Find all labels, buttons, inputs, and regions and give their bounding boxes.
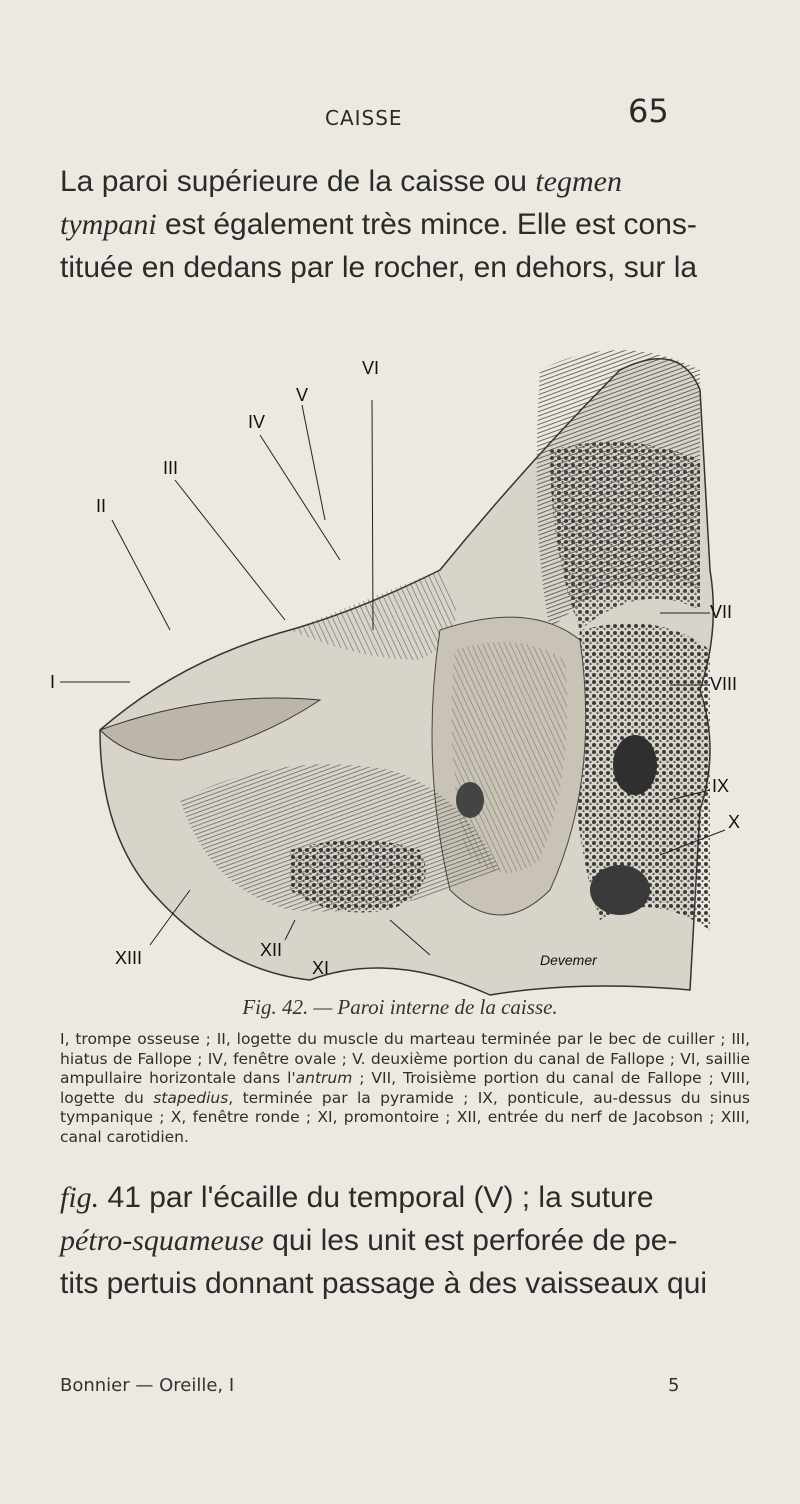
figure-label-I: I xyxy=(50,672,56,692)
figure-label-II: II xyxy=(96,496,107,516)
paragraph-line: tits pertuis donnant passage à des vaisseaux qui xyxy=(60,1267,708,1300)
paragraph-line: tituée en dedans par le rocher, en dehors, sur la xyxy=(60,251,698,284)
figure-caption xyxy=(0,995,800,1020)
caption-dash: — xyxy=(308,995,338,1019)
paragraph-line: tympani est également très mince. Elle est cons- xyxy=(60,208,697,241)
paragraph-line: La paroi supérieure de la caisse ou tegmen xyxy=(60,165,622,198)
figure-label-IV: IV xyxy=(248,412,266,432)
figure-label-VI: VI xyxy=(362,358,380,378)
engraver-signature: Devemer xyxy=(540,952,597,968)
leader-line xyxy=(260,435,340,560)
paragraph-line: pétro-squameuse qui les unit est perforée de pe- xyxy=(60,1224,678,1257)
footer-author: Bonnier — Oreille, I xyxy=(60,1375,235,1396)
figure-label-VII: VII xyxy=(710,602,733,622)
paragraph-top xyxy=(60,160,750,289)
figure-label-III: III xyxy=(163,458,179,478)
running-head xyxy=(0,92,800,132)
running-title: CAISSE xyxy=(325,106,403,130)
leader-line xyxy=(175,480,285,620)
figure-shape xyxy=(590,865,650,915)
figure-label-IX: IX xyxy=(712,776,730,796)
legend-italic-antrum: antrum xyxy=(295,1069,353,1087)
paragraph-line: fig. 41 par l'écaille du temporal (V) ; la suture xyxy=(60,1181,654,1214)
page-number: 65 xyxy=(628,92,669,130)
figure-label-XII: XII xyxy=(260,940,283,960)
figure-label-VIII: VIII xyxy=(710,674,738,694)
figure-label-XI: XI xyxy=(312,958,330,978)
figure-label-X: X xyxy=(728,812,741,832)
figure-label-XIII: XIII xyxy=(115,948,143,968)
caption-title: Paroi interne de la caisse. xyxy=(337,995,558,1019)
leader-line xyxy=(302,405,325,520)
caption-fig-number: Fig. 42. xyxy=(242,995,309,1019)
figure-shape xyxy=(290,840,426,913)
page-footer xyxy=(0,1375,800,1405)
legend-italic-stapedius: stapedius xyxy=(153,1088,229,1107)
figure-legend: I, trompe osseuse ; II, logette du muscle du marteau terminée par le bec de cuiller ; III, hiatus de Fallope ; IV, fenêtre ovale ; V. deuxième portion du canal de Fallope ; VI, saillie ampullaire horizontale dans l'antrum ; VII, Troisième portion du canal de Fallope ; VIII, logette du stapedius, terminée par la pyramide ; IX, ponticule, au-dessus du sinus tympanique ; X, fenêtre ronde ; XI, promontoire ; XII, entrée du nerf de Jacobson ; XIII, canal carotidien. xyxy=(60,1030,750,1146)
figure-engraving xyxy=(60,330,760,1030)
figure-label-V: V xyxy=(296,385,309,405)
anatomical-figure xyxy=(50,330,760,1030)
paragraph-bottom xyxy=(60,1176,750,1305)
figure-shape xyxy=(456,782,484,818)
leader-line xyxy=(112,520,170,630)
leader-line xyxy=(372,400,373,630)
footer-signature: 5 xyxy=(668,1375,680,1396)
figure-shape xyxy=(613,735,657,795)
